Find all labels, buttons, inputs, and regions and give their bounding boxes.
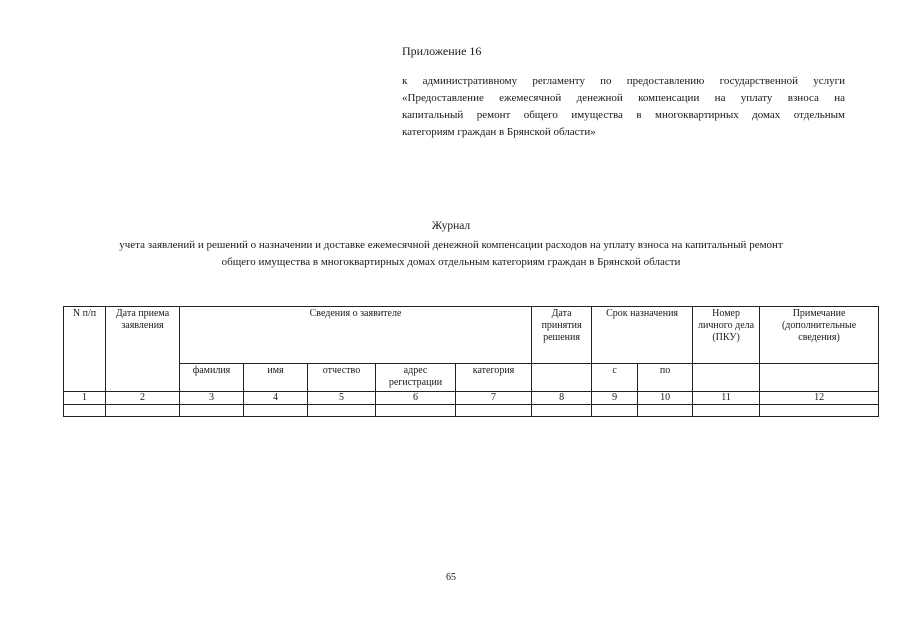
column-number: 2: [106, 392, 180, 405]
column-number: 9: [592, 392, 638, 405]
subheader-patronymic: отчество: [308, 364, 376, 392]
table-cell: [244, 405, 308, 417]
header-note: Примечание (дополнительные сведения): [760, 307, 879, 364]
journal-subtitle-line: общего имущества в многоквартирных домах отдельным категориям граждан в Брянской области: [221, 256, 681, 268]
table-cell: [760, 405, 879, 417]
subheader-to: по: [638, 364, 693, 392]
column-number: 5: [308, 392, 376, 405]
column-number: 3: [180, 392, 244, 405]
journal-subtitle-line: учета заявлений и решений о назначении и доставке ежемесячной денежной компенсации расходов на уплату взноса на капитальный ремонт: [119, 239, 783, 251]
table-cell: [638, 405, 693, 417]
column-number: 4: [244, 392, 308, 405]
column-number: 1: [64, 392, 106, 405]
journal-title: Журнал: [431, 220, 471, 232]
header-num: N п/п: [64, 307, 106, 392]
subheader-empty: [532, 364, 592, 392]
header-decision-date: Дата принятия решения: [532, 307, 592, 364]
table-cell: [456, 405, 532, 417]
table-header-row: [64, 307, 879, 364]
table-cell: [376, 405, 456, 417]
journal-subtitle: [40, 237, 862, 271]
journal-table: [63, 306, 879, 417]
appendix-line: категориям граждан в Брянской области»: [402, 126, 596, 138]
header-period: Срок назначения: [592, 307, 693, 364]
table-cell: [106, 405, 180, 417]
table-cell: [532, 405, 592, 417]
header-applicant-info: Сведения о заявителе: [180, 307, 532, 364]
table-subheader-row: [64, 364, 879, 392]
header-file-number: Номер личного дела (ПКУ): [693, 307, 760, 364]
subheader-from: с: [592, 364, 638, 392]
page-number: 65: [446, 572, 456, 583]
table-cell: [64, 405, 106, 417]
table-row: [64, 405, 879, 417]
column-number: 8: [532, 392, 592, 405]
subheader-empty: [760, 364, 879, 392]
column-number-row: [64, 392, 879, 405]
subheader-empty: [693, 364, 760, 392]
column-number: 12: [760, 392, 879, 405]
appendix-title: Приложение 16: [402, 44, 482, 58]
subheader-address: адрес регистрации: [376, 364, 456, 392]
subheader-surname: фамилия: [180, 364, 244, 392]
subheader-category: категория: [456, 364, 532, 392]
table-cell: [592, 405, 638, 417]
appendix-line: «Предоставление ежемесячной денежной компенсации на уплату взноса на: [402, 92, 845, 104]
column-number: 10: [638, 392, 693, 405]
appendix-text: [402, 73, 845, 141]
table-cell: [308, 405, 376, 417]
header-date-received: Дата приема заявления: [106, 307, 180, 392]
appendix-line: капитальный ремонт общего имущества в многоквартирных домах отдельным: [402, 109, 845, 121]
appendix-line: к административному регламенту по предоставлению государственной услуги: [402, 75, 845, 87]
column-number: 7: [456, 392, 532, 405]
table-cell: [180, 405, 244, 417]
table-cell: [693, 405, 760, 417]
subheader-name: имя: [244, 364, 308, 392]
column-number: 11: [693, 392, 760, 405]
column-number: 6: [376, 392, 456, 405]
